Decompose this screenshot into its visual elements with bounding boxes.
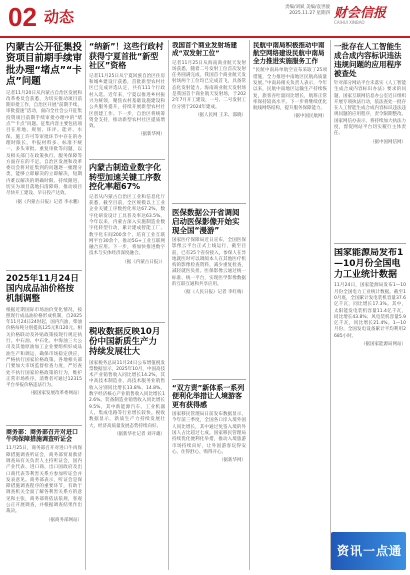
article-source: （据国家发展改革委网站） (28, 391, 82, 397)
section-number: 02 (8, 2, 37, 32)
column-divider (85, 40, 86, 570)
article-ningxia-villages (89, 42, 165, 158)
article-source: （据中国民航网） (291, 114, 327, 120)
article-separator (334, 243, 406, 244)
article-title: “纳新”！这些行政村获得宁夏首批“新型社区”资格 (89, 42, 164, 71)
article-separator (6, 425, 82, 426)
article-title: 民航中南局积极推动中南航空网络建设民航中南局全力推进实施服务工作 (253, 42, 325, 65)
article-body: 记者11月25日从宁夏回族自治区住房和城乡建设厅获悉，首批新型农村社区已完成评选认定，共有111个行政村入选。近年来，宁夏以推进乡村振兴为统领，聚焦农村基础设施建设和公共服务提升，持续开展新型农村社区创建工作。下一步，自治区将统筹资金支持，推动新型农村社区提质增效。 (89, 73, 165, 130)
editor-credit: 责编/刘斌 美编/袁世骏 (285, 5, 330, 10)
article-separator (6, 270, 82, 271)
banner-title: 资讯一点通 (337, 544, 403, 558)
article-ai-content-labeling (334, 42, 406, 242)
article-title: 一批存在人工智能生成合成内容标识违法违规问题的应用程序被查处 (334, 42, 402, 78)
article-source: （据新华网） (219, 458, 246, 464)
article-source: （据人民网 王禾、邵晓） (195, 112, 246, 118)
article-source: （据中国网信网） (370, 139, 406, 145)
article-title: 税收数据反映10月份中国新质生产力持续发展壮大 (89, 327, 161, 358)
article-source: （据商务部网站） (46, 517, 82, 523)
article-mofcom-hearing (6, 429, 82, 570)
article-fuel-price (6, 274, 82, 424)
article-source: （据新华社记者 刘开雄） (114, 431, 165, 437)
article-title: 2025年11月24日国内成品油价格按机制调整 (6, 274, 79, 305)
article-body: 国家税务总局11月24日公布增值税发票数据显示，2025年10月，中国高技术产业销售收入同比增长14.2%，其中高技术制造业、高技术服务业销售收入分别同比增长13.8%、14.8%。数字经济核心产业销售收入同比增长12.6%。装备制造业销售收入同比增长9.5%，其中新能源汽车、工业机器人、集成电路等行业增长较快。税收数据显示，新质生产力持续发展壮大，经济高质量发展态势持续向好。 (89, 360, 165, 429)
article-source: （据《人民日报》记者 李红梅） (181, 290, 246, 296)
article-tax-data (89, 327, 165, 570)
article-source: （据新华网） (138, 132, 165, 138)
page-meta (285, 5, 330, 17)
article-inbound-tourism (172, 384, 246, 570)
issue-date: 2025.11.27 星期四 (289, 11, 330, 16)
article-body: 记者从内蒙古自治区工业和信息化厅获悉，截至目前，全区规模以上工业企业关键工序数控化率达67.2%，数字化研发设计工具普及率达63.5%。今年以来，内蒙古深入实施制造业数字化转型行动，累计建成智能工厂、数字化车间200余个，培育工业互联网平台30余个，推动5G+工业互联网融合应用。下一步，将加快推进数字技术与实体经济深度融合。 (89, 194, 165, 257)
article-separator (172, 203, 246, 204)
article-body: 国家医疗保障局近日宣布，全国医保影像云平台正式上线运行，截至目前，已有25个省份接入，参保人在异地就医时可以调阅本人在其他医疗机构的影像检查资料，减少重复检查，减轻就医负担。医保影像云通过统一标准、统一平台，实现医学影像数据的互联互通和共享应用。 (172, 238, 246, 288)
news-briefs-banner (331, 532, 406, 570)
article-body: 国家移民管理局日前发布数据显示，今年前三季度，全国各口岸入境外国人同比增长，其中通过免签入境的外国人占比超过七成。国家移民管理局持续优化便利化举措，推动入境旅游市场持续向好，让外国游客玩得安心、住得舒心、购得开心。 (172, 412, 246, 455)
article-body: 记者11月20日从内蒙古自治区发展和改革委员会获悉，为切实推动项目前期审批工作，自治区开展“前期手续、审批提速”活动，面向全社会公开征集投资项目前期手续审批办理中的“堵点”“卡点”问题。征集内容主要包括项目在用地、规划、环评、能评、水保、施工许可等审批环节中存在的办理时限长、申报材料多、标准不统一、多头审批、重复审批等问题，以及相关部门在政策执行、服务保障等方面存在的不足。自治区发展和改革委员会将对征集到的问题逐一梳理分类，能够立即解决的立即解决，短期内难以解决的明确时限、持续跟进，切实为项目落地扫清障碍，推动项目尽快开工建设、早日投产达效。 (6, 90, 82, 197)
article-title: “双方责”新体系一系列便利化举措让人境游客更有获得感 (172, 384, 245, 409)
article-body: 11月25日，商务部召开对进口牛肉保障措施调查听证会，商务部贸易救济调查局有关负责人主持听证会，国内产业代表、进口商、出口国政府及出口商代表等利害关系方参加听证会并发表意见。商务部表示，听证会是保障措施调查程序的重要环节，有助于调查机关全面了解各利害关系方的意见和主张，商务部将依法依规，客观公正开展调查，并根据调查结果作出裁决。 (6, 446, 82, 515)
article-separator (172, 379, 246, 380)
article-source: （据《内蒙古日报》） (122, 259, 165, 265)
article-title: 国家能源局发布1—10月份全国电力工业统计数据 (334, 248, 404, 280)
article-launch-site (172, 42, 246, 202)
article-separator (89, 322, 165, 323)
article-body: 根据近期国际市场油价变化情况，按照现行成品油价格形成机制，自2025年11月24日24时起，国内汽油、柴油价格每吨分别提高125元和120元。相关价格联动及补贴政策按现行规定执行。中石油、中石化、中海油三大公司及其他原油加工企业要组织好成品油生产和调运，确保市场稳定供应，严格执行国家价格政策。各地相关部门要加大市场监督检查力度，严厉查处不执行国家价格政策的行为，维护正常市场秩序。消费者可通过12315平台举报价格违法行为。 (6, 307, 82, 389)
column-divider (330, 40, 331, 570)
article-medical-imaging (172, 208, 246, 378)
column-divider (168, 40, 169, 570)
column-divider (249, 40, 250, 570)
article-title: 医保数据公开省调阅启动医保影像开始实现全国“漫游” (172, 208, 240, 235)
article-title: 内蒙古公开征集投资项目前期手续审批办理“堵点”“卡点”问题 (6, 42, 82, 88)
article-title: 我国首个商业发射场建成“双发射工位” (172, 42, 237, 57)
banner-decoration (387, 548, 401, 553)
article-civil-aviation (253, 42, 327, 570)
newspaper-logo (334, 2, 406, 25)
article-title: 商务部：商务部召开对进口牛肉保障措施调查听证会 (6, 429, 79, 444)
article-separator (89, 159, 165, 160)
article-inner-mongolia-projects (6, 42, 82, 269)
page-header (0, 0, 410, 38)
article-source: （据国家能源局网站） (361, 342, 406, 348)
article-power-statistics (334, 248, 406, 528)
article-source: （据《内蒙古日报》记者 李永鹏） (13, 199, 82, 205)
article-body: 针对部分网站平台未落实《人工智能生成合成内容标识办法》要求的问题，国家互联网信息办公室近日组织开展专项执法行动，依法查处一批存在人工智能生成合成内容标识违法违规问题的应用程序，责令限期整改。国家网信办表示，将持续加大执法力度，督促网站平台切实履行主体责任。 (334, 81, 406, 137)
brand-subtitle: CAIHUI XINBAO (334, 20, 365, 25)
article-body: “民航中南局单航空宣布采取了25项措施，全力推进中南地区民航高质量发展。”中南局相关负责人表示，今年以来，民航中南地区运输生产持续恢复，旅客吞吐量同比增长，航班正常率保持较高水平。下一步将继续优化航线网络结构，提升服务保障能力。 (253, 68, 327, 112)
article-title: 内蒙古制造业数字化转型加速关键工序数控化率超67% (89, 163, 161, 192)
article-digital-manufacturing (89, 163, 165, 321)
section-name: 动态 (44, 8, 75, 26)
article-body: 记者11月25日从海南商业航天发射场获悉，随着二号发射工位首次发射任务圆满完成，我国首个商业航天发射场两个工位均已完成首飞，具备常态化发射能力。海南商业航天发射场是我国首个商业航天发射场，于2022年7月开工建设，一号、二号发射工位分别于2024年建成。 (172, 60, 246, 110)
brand-name: 财会信报 (334, 6, 387, 21)
article-body: 11月24日，国家能源局发布1—10月份全国电力工业统计数据。截至10月底，全国累计发电装机容量37.6亿千瓦，同比增长17.3%。其中，太阳能发电装机容量11.4亿千瓦，同比增长43.8%；风电装机容量5.9亿千瓦，同比增长21.4%。1—10月份，全国发电设备累计平均利用2685小时。 (334, 283, 406, 339)
